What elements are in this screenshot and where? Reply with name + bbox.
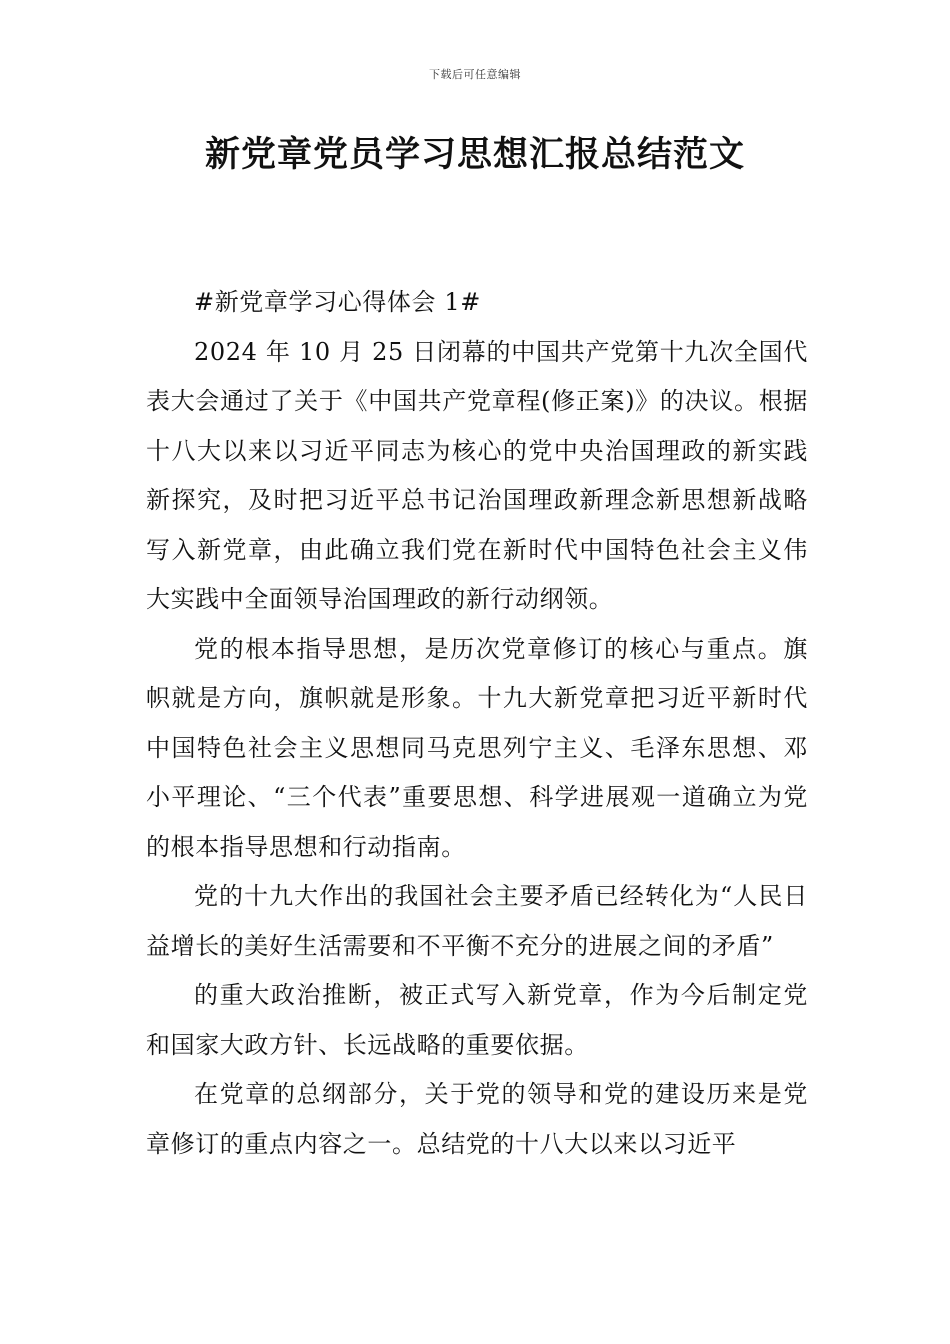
document-title: 新党章党员学习思想汇报总结范文: [204, 135, 745, 175]
paragraph: 在党章的总纲部分，关于党的领导和党的建设历来是党章修订的重点内容之一。总结党的十八大以来以习近平: [146, 1080, 808, 1158]
section-heading: #新党章学习心得体会 1#: [194, 288, 481, 316]
paragraph: 党的根本指导思想，是历次党章修订的核心与重点。旗帜就是方向，旗帜就是形象。十九大新党章把习近平新时代中国特色社会主义思想同马克思列宁主义、毛泽东思想、邓小平理论、“三个代表”重要思想、科学进展观一道确立为党的根本指导思想和行动指南。: [146, 634, 808, 861]
paragraph: 的重大政治推断，被正式写入新党章，作为今后制定党和国家大政方针、长远战略的重要依据。: [146, 981, 808, 1059]
document-body: [146, 278, 808, 1169]
header-note: 下载后可任意编辑: [429, 68, 521, 81]
paragraph: 党的十九大作出的我国社会主要矛盾已经转化为“人民日益增长的美好生活需要和不平衡不充分的进展之间的矛盾”: [146, 882, 808, 960]
paragraph: 2024 年 10 月 25 日闭幕的中国共产党第十九次全国代表大会通过了关于《中国共产党章程(修正案)》的决议。根据十八大以来以习近平同志为核心的党中央治国理政的新实践新探究，及时把习近平总书记治国理政新理念新思想新战略写入新党章，由此确立我们党在新时代中国特色社会主义伟大实践中全面领导治国理政的新行动纲领。: [146, 337, 808, 613]
